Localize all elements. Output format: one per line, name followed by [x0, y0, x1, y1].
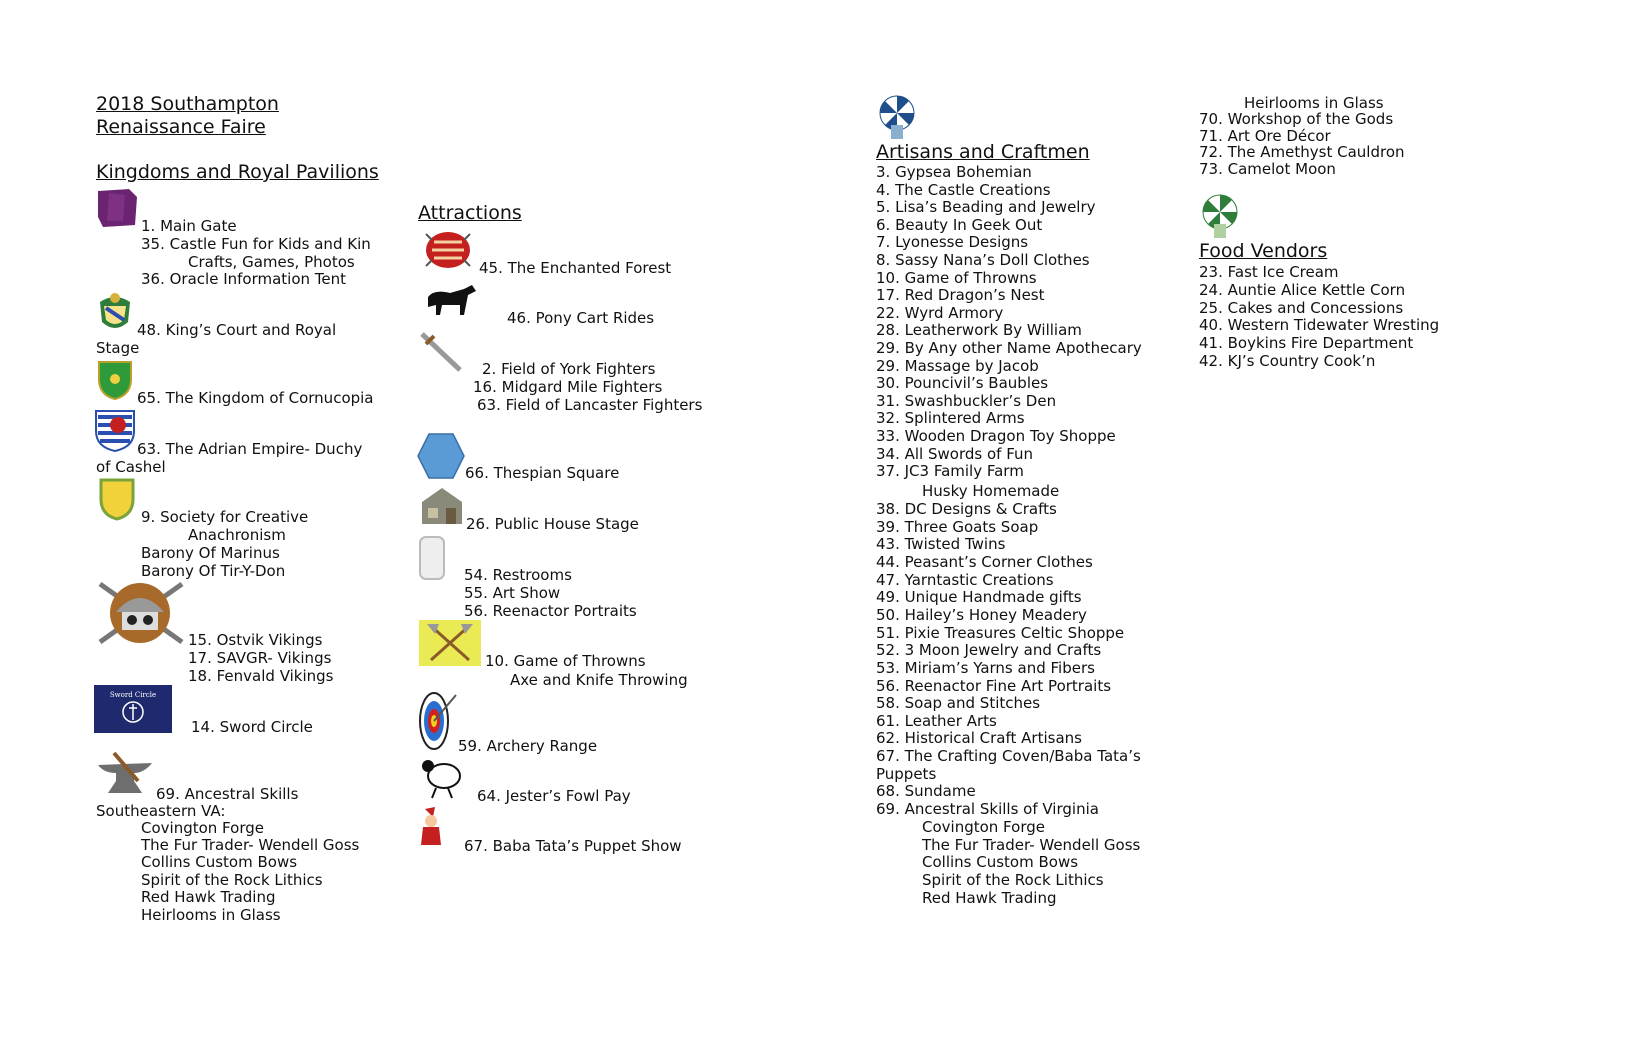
artisan-item: 5. Lisa’s Beading and Jewelry [876, 198, 1096, 217]
col4-item: 70. Workshop of the Gods [1199, 110, 1394, 128]
yellow-shield-icon [98, 477, 136, 521]
restrooms-3: 56. Reenactor Portraits [464, 602, 637, 620]
ancestral-1: 69. Ancestral Skills [156, 785, 299, 803]
artisan-item: 38. DC Designs & Crafts [876, 500, 1057, 518]
artisan-item: 56. Reenactor Fine Art Portraits [876, 676, 1112, 695]
archery-target-icon [416, 689, 460, 751]
archery-range: 59. Archery Range [458, 737, 598, 755]
food-item: 24. Auntie Alice Kettle Corn [1199, 281, 1406, 299]
artisan-item: 39. Three Goats Soap [876, 517, 1039, 536]
sword-circle-logo [94, 685, 172, 733]
royal-crest-icon [94, 290, 136, 336]
throwns-1: 10. Game of Throwns [485, 652, 646, 670]
artisan-item: 7. Lyonesse Designs [876, 233, 1029, 252]
public-house: 26. Public House Stage [466, 515, 639, 533]
adrian-empire-1: 63. The Adrian Empire- Duchy [137, 440, 363, 458]
artisan-item: 29. By Any other Name Apothecary [876, 339, 1142, 357]
artisan-item: 58. Soap and Stitches [876, 694, 1041, 713]
sca-2: Anachronism [188, 526, 286, 544]
puppet-icon [417, 805, 445, 851]
sundame: 68. Sundame [876, 782, 976, 800]
artisan-item: 22. Wyrd Armory [876, 303, 1004, 322]
ancestral-item: Red Hawk Trading [141, 888, 276, 906]
kings-court-2: Stage [96, 339, 140, 357]
purple-flag-icon [95, 187, 139, 229]
jester-fowl-icon [416, 754, 468, 800]
ancestral-va-item: The Fur Trader- Wendell Goss [922, 836, 1141, 854]
ancestral-item: Spirit of the Rock Lithics [141, 871, 323, 889]
enchanted-forest-icon [420, 228, 476, 272]
artisan-item: 52. 3 Moon Jewelry and Crafts [876, 641, 1102, 660]
castle-fun: 35. Castle Fun for Kids and Kin [141, 235, 371, 253]
artisan-item: 8. Sassy Nana’s Doll Clothes [876, 251, 1090, 269]
food-item: 42. KJ’s Country Cook’n [1199, 352, 1376, 370]
artisan-item: 61. Leather Arts [876, 711, 997, 730]
jester-fowl: 64. Jester’s Fowl Pay [477, 787, 631, 805]
restrooms-1: 54. Restrooms [464, 566, 572, 584]
heirlooms-glass: Heirlooms in Glass [1244, 94, 1384, 112]
artisan-item: 51. Pixie Treasures Celtic Shoppe [876, 623, 1125, 642]
sword-circle: 14. Sword Circle [191, 718, 313, 736]
horse-icon [420, 281, 478, 319]
kings-court-1: 48. King’s Court and Royal [137, 321, 337, 339]
viking-1: 15. Ostvik Vikings [188, 631, 323, 649]
fighters-2: 16. Midgard Mile Fighters [473, 378, 663, 396]
sca-1: 9. Society for Creative [141, 508, 309, 526]
food-item: 41. Boykins Fire Department [1199, 334, 1414, 352]
ancestral-2: Southeastern VA: [96, 802, 226, 820]
public-house-icon [418, 484, 466, 528]
food-item: 25. Cakes and Concessions [1199, 299, 1404, 317]
artisan-item: 28. Leatherwork By William [876, 321, 1082, 340]
sca-4: Barony Of Tir-Y-Don [141, 562, 286, 580]
green-pavilion-icon [1200, 194, 1240, 240]
artisan-item: 53. Miriam’s Yarns and Fibers [876, 658, 1095, 677]
food-item: 23. Fast Ice Cream [1199, 263, 1339, 281]
artisan-item: 6. Beauty In Geek Out [876, 215, 1043, 234]
ancestral-item: The Fur Trader- Wendell Goss [141, 836, 360, 854]
artisan-item: 3. Gypsea Bohemian [876, 163, 1032, 181]
puppets-continued: Puppets [876, 765, 937, 783]
artisan-item: 47. Yarntastic Creations [876, 570, 1054, 589]
artisan-item: 32. Splintered Arms [876, 409, 1025, 428]
adrian-shield-icon [94, 409, 136, 453]
oracle-tent: 36. Oracle Information Tent [141, 270, 347, 288]
ancestral-item: Heirlooms in Glass [141, 906, 281, 924]
artisan-item: 43. Twisted Twins [876, 535, 1006, 554]
artisan-item: 33. Wooden Dragon Toy Shoppe [876, 427, 1116, 445]
pony-cart: 46. Pony Cart Rides [507, 309, 655, 327]
artisan-item: 34. All Swords of Fun [876, 444, 1034, 463]
viking-3: 18. Fenvald Vikings [188, 667, 334, 685]
col4-item: 71. Art Ore Décor [1199, 127, 1331, 145]
artisans-heading: Artisans and Craftmen [876, 141, 1090, 163]
fighters-3: 63. Field of Lancaster Fighters [477, 396, 703, 414]
thespian-square: 66. Thespian Square [465, 464, 620, 482]
castle-fun-sub: Crafts, Games, Photos [188, 253, 355, 271]
col4-item: 72. The Amethyst Cauldron [1199, 143, 1405, 161]
food-item: 40. Western Tidewater Wresting [1199, 316, 1440, 334]
restrooms-2: 55. Art Show [464, 584, 561, 602]
viking-helmet-icon [94, 580, 188, 646]
fighters-1: 2. Field of York Fighters [482, 360, 656, 378]
title-line-2: Renaissance Faire [96, 116, 266, 138]
artisan-item: 29. Massage by Jacob [876, 356, 1039, 375]
adrian-empire-2: of Cashel [96, 458, 166, 476]
ancestral-va-item: Collins Custom Bows [922, 853, 1079, 871]
col4-item: 73. Camelot Moon [1199, 160, 1336, 178]
artisan-item: 10. Game of Throwns [876, 268, 1037, 287]
food-heading: Food Vendors [1199, 240, 1328, 262]
crossed-axes-icon [419, 620, 481, 666]
kingdoms-heading: Kingdoms and Royal Pavilions [96, 161, 379, 183]
blue-pavilion-icon [877, 95, 917, 141]
ancestral-item: Covington Forge [141, 819, 264, 837]
artisan-item: 49. Unique Handmade gifts [876, 588, 1082, 607]
throwns-2: Axe and Knife Throwing [510, 671, 688, 689]
ancestral-item: Collins Custom Bows [141, 853, 298, 871]
artisan-item: 31. Swashbuckler’s Den [876, 391, 1057, 410]
anvil-icon [94, 751, 156, 799]
cornucopia: 65. The Kingdom of Cornucopia [137, 389, 374, 407]
ancestral-virginia: 69. Ancestral Skills of Virginia [876, 800, 1099, 818]
sca-3: Barony Of Marinus [141, 544, 280, 562]
attractions-heading: Attractions [418, 202, 522, 224]
ancestral-va-item: Spirit of the Rock Lithics [922, 871, 1104, 889]
puppet-show: 67. Baba Tata’s Puppet Show [464, 837, 682, 855]
artisan-item: 37. JC3 Family Farm [876, 462, 1024, 481]
main-gate: 1. Main Gate [141, 217, 237, 235]
viking-2: 17. SAVGR- Vikings [188, 649, 332, 667]
husky-homemade: Husky Homemade [922, 482, 1060, 500]
ancestral-va-item: Covington Forge [922, 818, 1045, 836]
artisan-item: 44. Peasant’s Corner Clothes [876, 552, 1093, 571]
hexagon-icon [416, 432, 466, 480]
artisan-item: 4. The Castle Creations [876, 180, 1051, 199]
sword-icon [418, 330, 464, 374]
artisan-item: 50. Hailey’s Honey Meadery [876, 605, 1087, 624]
artisan-item: 17. Red Dragon’s Nest [876, 286, 1045, 305]
artisan-item: 62. Historical Craft Artisans [876, 729, 1082, 748]
title-line-1: 2018 Southampton [96, 93, 279, 115]
cornucopia-shield-icon [96, 359, 134, 401]
restroom-icon [418, 535, 446, 581]
enchanted-forest: 45. The Enchanted Forest [479, 259, 672, 277]
artisan-item: 30. Pouncivil’s Baubles [876, 374, 1049, 393]
ancestral-va-item: Red Hawk Trading [922, 889, 1057, 907]
sword-circle-logo-text: Sword Circle [109, 691, 157, 699]
artisan-item: 67. The Crafting Coven/Baba Tata’s [876, 747, 1141, 766]
